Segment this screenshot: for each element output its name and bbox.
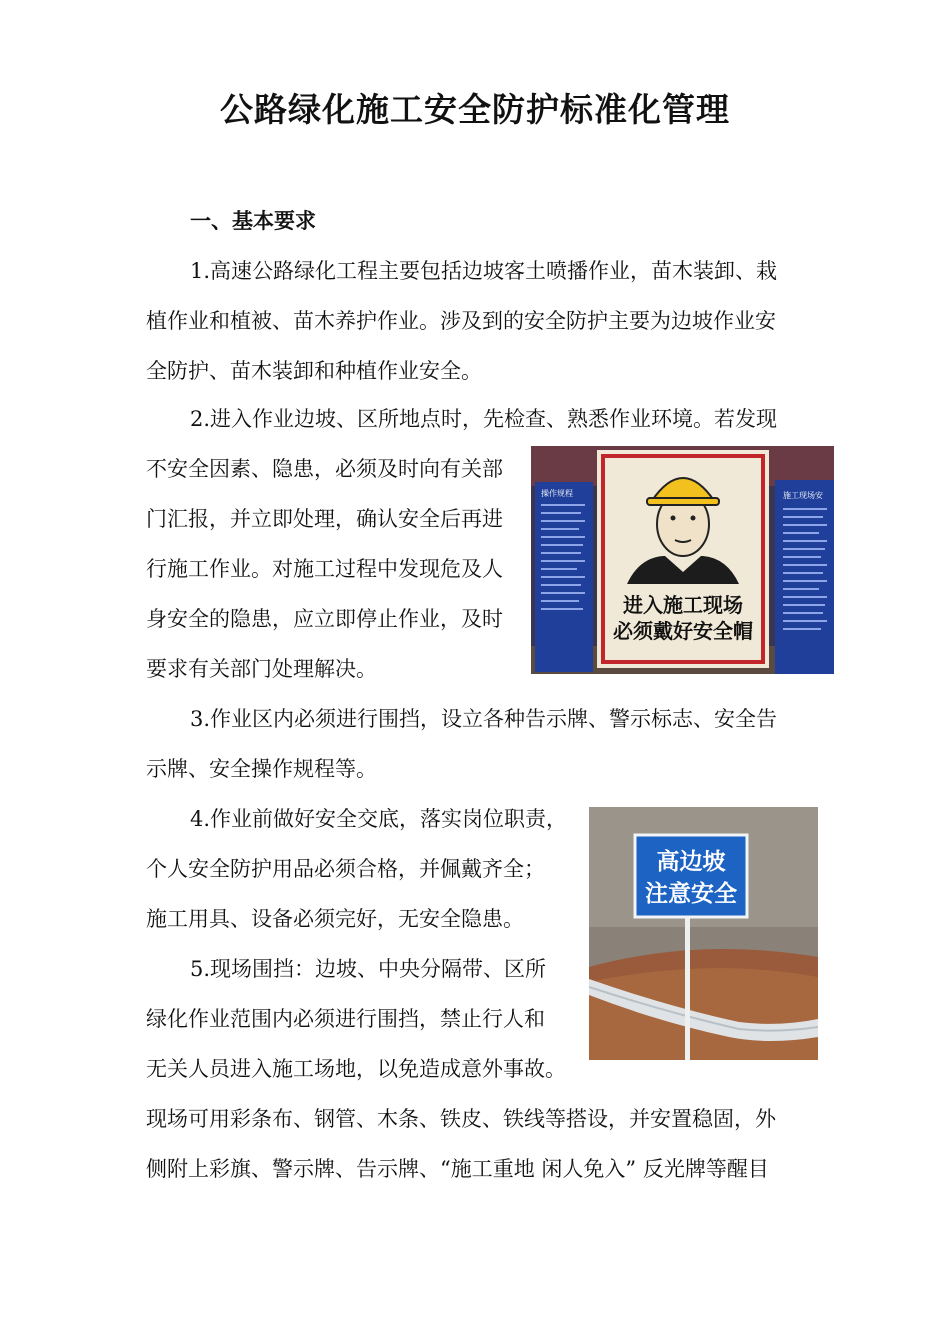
page-title: 公路绿化施工安全防护标准化管理 xyxy=(220,90,730,129)
paragraph-4-line-2: 个人安全防护用品必须合格，并佩戴齐全； xyxy=(146,857,545,881)
paragraph-5-line-5: 侧附上彩旗、警示牌、告示牌、“施工重地 闲人免入” 反光牌等醒目 xyxy=(146,1157,769,1181)
paragraph-5-line-4: 现场可用彩条布、钢管、木条、铁皮、铁线等搭设，并安置稳固，外 xyxy=(146,1107,776,1131)
paragraph-2-line-5: 身安全的隐患，应立即停止作业，及时 xyxy=(146,607,503,631)
helmet-sign-line-2: 必须戴好安全帽 xyxy=(613,619,753,643)
paragraph-5-line-2: 绿化作业范围内必须进行围挡，禁止行人和 xyxy=(146,1007,545,1031)
paragraph-3-line-2: 示牌、安全操作规程等。 xyxy=(146,757,377,781)
paragraph-4-line-3: 施工用具、设备必须完好，无安全隐患。 xyxy=(146,907,524,931)
slope-warning-sign-photo xyxy=(589,807,818,1060)
paragraph-2-line-2: 不安全因素、隐患，必须及时向有关部 xyxy=(146,457,503,481)
paragraph-2-line-6: 要求有关部门处理解决。 xyxy=(146,657,377,681)
helmet-sign-line-1: 进入施工现场 xyxy=(623,593,743,617)
paragraph-5-line-1: 5.现场围挡：边坡、中央分隔带、区所 xyxy=(190,957,547,981)
left-board-header: 操作规程 xyxy=(541,489,573,498)
paragraph-1-line-3: 全防护、苗木装卸和种植作业安全。 xyxy=(146,359,482,383)
slope-sign-line-2: 注意安全 xyxy=(645,881,737,907)
paragraph-2-line-4: 行施工作业。对施工过程中发现危及人 xyxy=(146,557,503,581)
section-heading: 一、基本要求 xyxy=(190,208,316,233)
right-board-header: 施工现场安 xyxy=(783,491,823,500)
paragraph-2-line-1: 2.进入作业边坡、区所地点时，先检查、熟悉作业环境。若发现 xyxy=(190,407,778,431)
paragraph-3-line-1: 3.作业区内必须进行围挡，设立各种告示牌、警示标志、安全告 xyxy=(190,707,778,731)
paragraph-2-line-3: 门汇报，并立即处理，确认安全后再进 xyxy=(146,507,503,531)
paragraph-5-line-3: 无关人员进入施工场地，以免造成意外事故。 xyxy=(146,1057,566,1081)
helmet-safety-sign-photo xyxy=(531,446,834,674)
paragraph-1-line-1: 1.高速公路绿化工程主要包括边坡客土喷播作业，苗木装卸、栽 xyxy=(190,259,778,283)
slope-sign-line-1: 高边坡 xyxy=(656,849,726,875)
paragraph-1-line-2: 植作业和植被、苗木养护作业。涉及到的安全防护主要为边坡作业安 xyxy=(146,309,776,333)
paragraph-4-line-1: 4.作业前做好安全交底，落实岗位职责， xyxy=(190,807,568,831)
